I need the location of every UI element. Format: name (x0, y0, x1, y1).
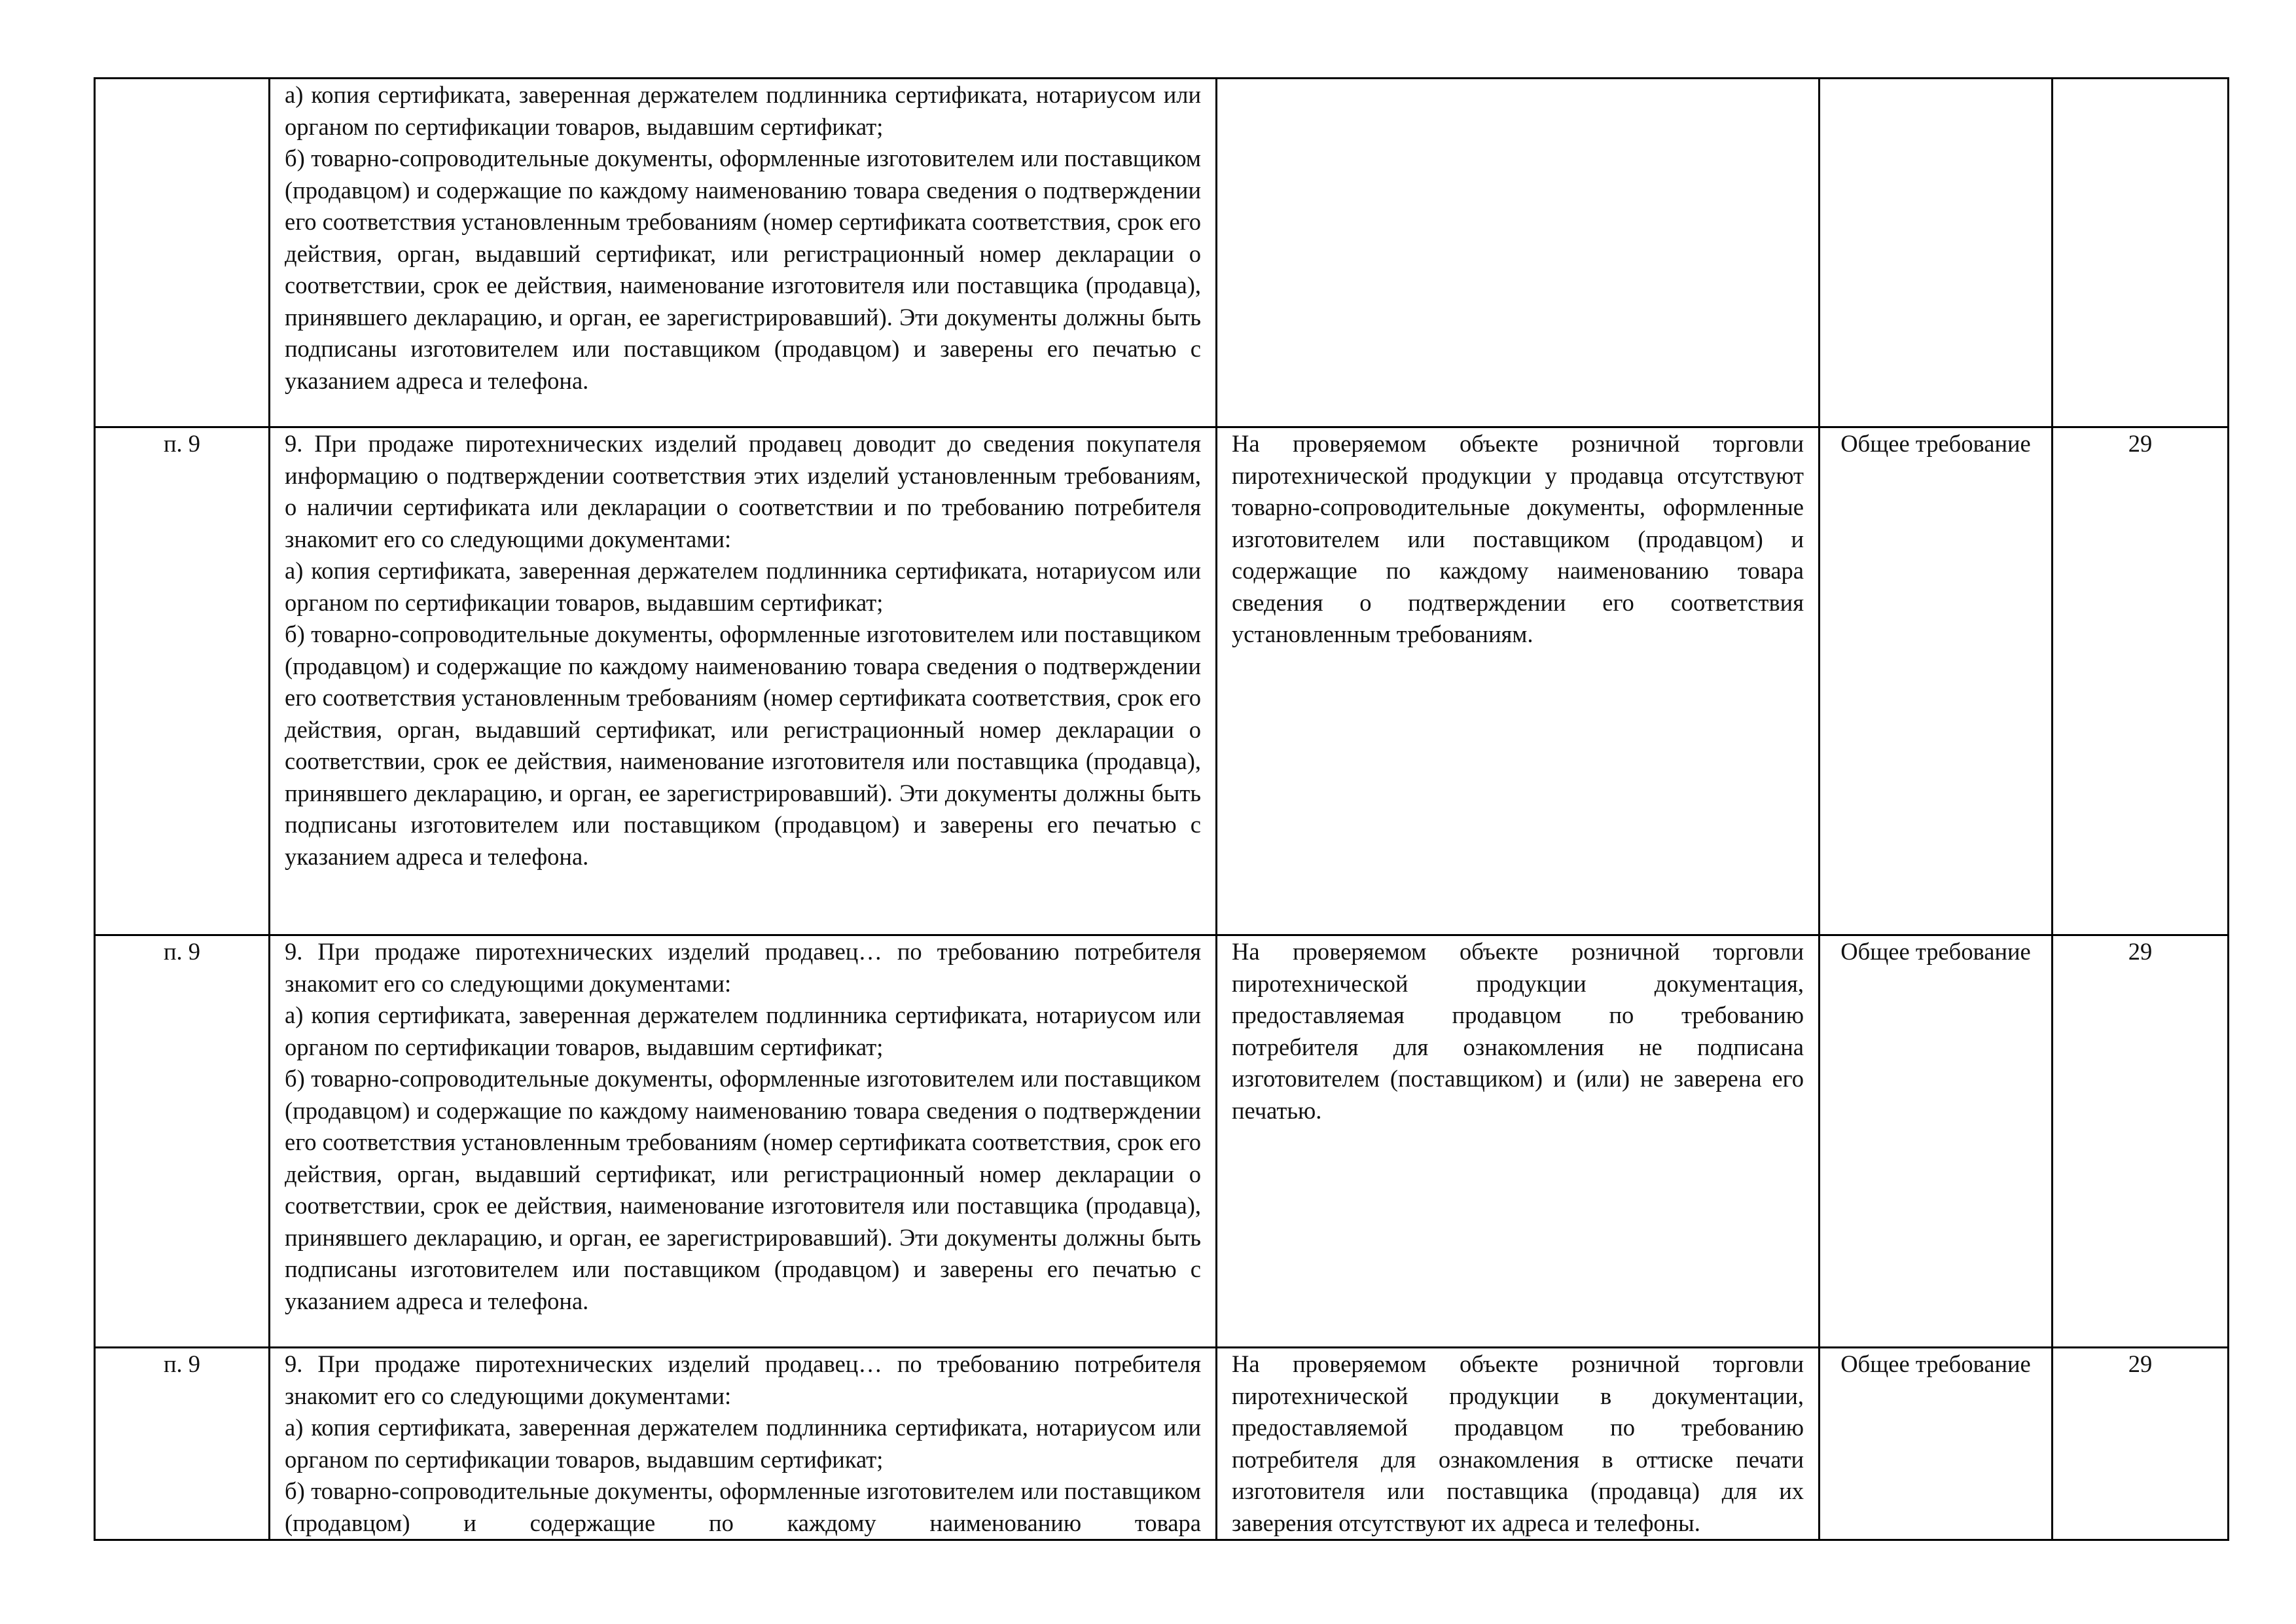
requirement-paragraph: а) копия сертификата, заверенная держателем подлинника сертификата, нотариусом или органом по сертификации товаров, выдавшим сертификат; (285, 1001, 1201, 1060)
requirement-paragraph: 9. При продаже пиротехнических изделий продавец доводит до сведения покупателя информацию о подтверждении соответствия этих изделий установленным требованиям, о наличии сертификата или декларации о соответствии и по требованию потребителя знакомит его со следующими документами: (285, 430, 1201, 552)
clause-cell: п. 9 (95, 427, 270, 935)
code-cell (2053, 79, 2229, 427)
requirements-table (94, 77, 2229, 1541)
table-row (95, 427, 2229, 935)
requirement-paragraph: а) копия сертификата, заверенная держателем подлинника сертификата, нотариусом или органом по сертификации товаров, выдавшим сертификат; (285, 81, 1201, 140)
clause-cell: п. 9 (95, 1348, 270, 1540)
clause-cell (95, 79, 270, 427)
requirement-paragraph: а) копия сертификата, заверенная держателем подлинника сертификата, нотариусом или органом по сертификации товаров, выдавшим сертификат; (285, 557, 1201, 616)
requirement-paragraph: б) товарно-сопроводительные документы, оформленные изготовителем или поставщиком (продавцом) и содержащие по каждому наименованию товара сведения о подтверждении его соответствия установленным требованиям (номер сертификата соответствия, срок его действия, орган, выдавший сертификат, или регистрационный номер декларации о соответствии, срок ее действия, наименование изготовителя или поставщика (продавца), принявшего декларацию, и орган, ее зарегистрировавший). Эти документы должны быть подписаны изготовителем или поставщиком (продавцом) и заверены его печатью с указанием адреса и телефона. (285, 1065, 1201, 1314)
requirement-paragraph: а) копия сертификата, заверенная держателем подлинника сертификата, нотариусом или органом по сертификации товаров, выдавшим сертификат; (285, 1414, 1201, 1473)
category-cell: Общее требование (1820, 935, 2053, 1348)
table-row (95, 1348, 2229, 1540)
clause-cell: п. 9 (95, 935, 270, 1348)
requirement-cell (270, 427, 1217, 935)
code-cell: 29 (2053, 935, 2229, 1348)
category-cell: Общее требование (1820, 1348, 2053, 1540)
code-cell: 29 (2053, 1348, 2229, 1540)
requirement-paragraph: 9. При продаже пиротехнических изделий продавец… по требованию потребителя знакомит его со следующими документами: (285, 938, 1201, 997)
requirement-paragraph: 9. При продаже пиротехнических изделий продавец… по требованию потребителя знакомит его со следующими документами: (285, 1350, 1201, 1409)
violation-cell (1217, 79, 1820, 427)
violation-cell: На проверяемом объекте розничной торговли пиротехнической продукции в документации, предоставляемой продавцом по требованию потребителя для ознакомления в оттиске печати изготовителя или поставщика (продавца) для их заверения отсутствуют их адреса и телефоны. (1217, 1348, 1820, 1540)
requirement-paragraph: б) товарно-сопроводительные документы, оформленные изготовителем или поставщиком (продавцом) и содержащие по каждому наименованию товара (285, 1477, 1201, 1536)
category-cell (1820, 79, 2053, 427)
requirement-cell (270, 1348, 1217, 1540)
violation-cell: На проверяемом объекте розничной торговли пиротехнической продукции у продавца отсутствуют товарно-сопроводительные документы, оформленные изготовителем или поставщиком (продавцом) и содержащие по каждому наименованию товара сведения о подтверждении его соответствия установленным требованиям. (1217, 427, 1820, 935)
violation-cell: На проверяемом объекте розничной торговли пиротехнической продукции документация, предоставляемая продавцом по требованию потребителя для ознакомления не подписана изготовителем (поставщиком) и (или) не заверена его печатью. (1217, 935, 1820, 1348)
category-cell: Общее требование (1820, 427, 2053, 935)
table-row (95, 935, 2229, 1348)
requirement-cell (270, 935, 1217, 1348)
table-row (95, 79, 2229, 427)
requirement-paragraph: б) товарно-сопроводительные документы, оформленные изготовителем или поставщиком (продавцом) и содержащие по каждому наименованию товара сведения о подтверждении его соответствия установленным требованиям (номер сертификата соответствия, срок его действия, орган, выдавший сертификат, или регистрационный номер декларации о соответствии, срок ее действия, наименование изготовителя или поставщика (продавца), принявшего декларацию, и орган, ее зарегистрировавший). Эти документы должны быть подписаны изготовителем или поставщиком (продавцом) и заверены его печатью с указанием адреса и телефона. (285, 621, 1201, 870)
requirement-cell (270, 79, 1217, 427)
code-cell: 29 (2053, 427, 2229, 935)
requirement-paragraph: б) товарно-сопроводительные документы, оформленные изготовителем или поставщиком (продавцом) и содержащие по каждому наименованию товара сведения о подтверждении его соответствия установленным требованиям (номер сертификата соответствия, срок его действия, орган, выдавший сертификат, или регистрационный номер декларации о соответствии, срок ее действия, наименование изготовителя или поставщика (продавца), принявшего декларацию, и орган, ее зарегистрировавший). Эти документы должны быть подписаны изготовителем или поставщиком (продавцом) и заверены его печатью с указанием адреса и телефона. (285, 145, 1201, 394)
